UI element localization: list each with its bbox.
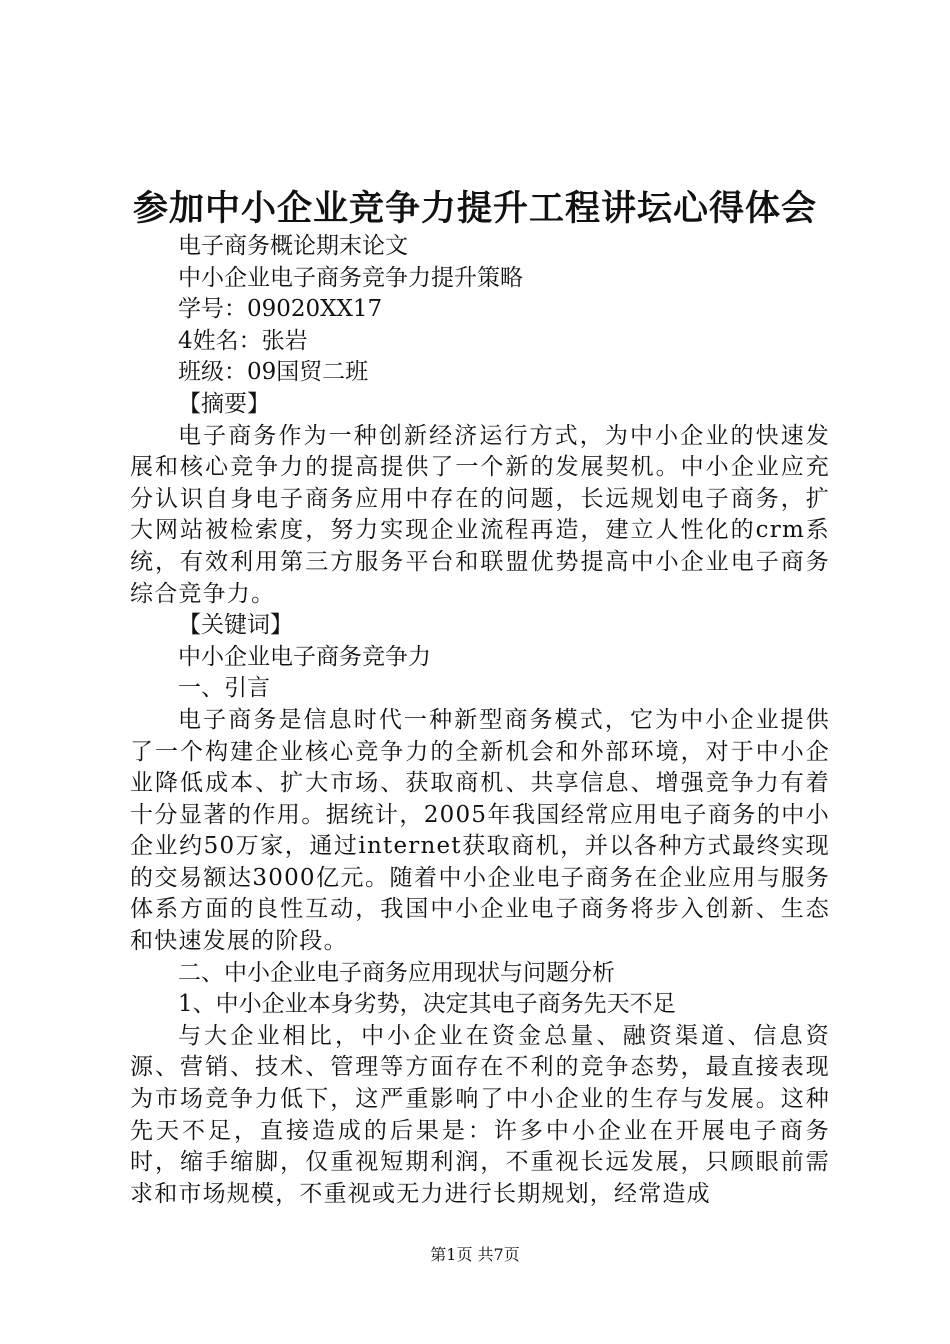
page-footer: 第1页 共7页 [430, 1245, 520, 1264]
student-name: 4姓名：张岩 [178, 327, 308, 354]
abstract-paragraph: 电子商务作为一种创新经济运行方式，为中小企业的快速发展和核心竞争力的提高提供了一个新的发展契机。中小企业应充分认识自身电子商务应用中存在的问题，长远规划电子商务，扩大网站被检索度，努力实现企业流程再造，建立人性化的crm系统，有效利用第三方服务平台和联盟优势提高中小企业电子商务综合竞争力。 [130, 422, 830, 607]
section2-subheading: 1、中小企业本身劣势，决定其电子商务先天不足 [178, 991, 676, 1018]
keywords-text: 中小企业电子商务竞争力 [178, 643, 431, 670]
document-title: 参加中小企业竞争力提升工程讲坛心得体会 [132, 189, 817, 229]
section2-heading: 二、中小企业电子商务应用现状与问题分析 [178, 959, 615, 986]
abstract-heading: 【摘要】 [178, 390, 270, 417]
student-id: 学号：09020XX17 [178, 296, 383, 323]
section1-heading: 一、引言 [178, 675, 270, 702]
course-line: 电子商务概论期末论文 [178, 233, 408, 259]
student-class: 班级：09国贸二班 [178, 359, 369, 386]
section1-paragraph: 电子商务是信息时代一种新型商务模式，它为中小企业提供了一个构建企业核心竞争力的全新机会和外部环境，对于中小企业降低成本、扩大市场、获取商机、共享信息、增强竞争力有着十分显著的作用。据统计，2005年我国经常应用电子商务的中小企业约50万家，通过internet获取商机，并以各种方式最终实现的交易额达3000亿元。随着中小企业电子商务在企业应用与服务体系方面的良性互动，我国中小企业电子商务将步入创新、生态和快速发展的阶段。 [130, 706, 830, 955]
section2-paragraph: 与大企业相比，中小企业在资金总量、融资渠道、信息资源、营销、技术、管理等方面存在不利的竞争态势，最直接表现为市场竞争力低下，这严重影响了中小企业的生存与发展。这种先天不足，直接造成的后果是：许多中小企业在开展电子商务时，缩手缩脚，仅重视短期利润，不重视长远发展，只顾眼前需求和市场规模，不重视或无力进行长期规划，经常造成 [130, 1022, 830, 1207]
document-body [130, 231, 830, 1210]
keywords-heading: 【关键词】 [178, 612, 293, 639]
paper-subtitle: 中小企业电子商务竞争力提升策略 [178, 264, 523, 291]
